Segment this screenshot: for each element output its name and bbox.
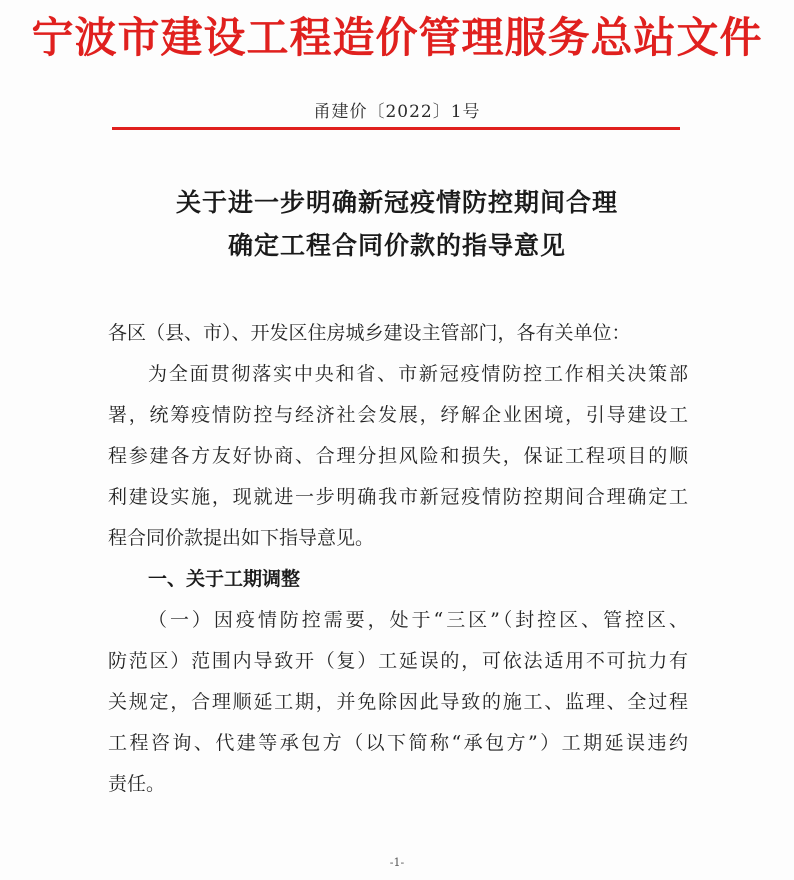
issuer-header: 宁波市建设工程造价管理服务总站文件 — [31, 13, 763, 62]
intro-line: 署，统筹疫情防控与经济社会发展，纾解企业困境，引导建设工 — [108, 404, 688, 426]
document-title-line-1: 关于进一步明确新冠疫情防控期间合理 — [175, 188, 618, 217]
salutation: 各区（县、市）、开发区住房城乡建设主管部门，各有关单位： — [108, 322, 631, 344]
intro-line: 程参建各方友好协商、合理分担风险和损失，保证工程项目的顺 — [108, 445, 688, 467]
paragraph-line: 关规定，合理顺延工期，并免除因此导致的施工、监理、全过程 — [108, 691, 688, 713]
intro-line: 利建设实施，现就进一步明确我市新冠疫情防控期间合理确定工 — [108, 486, 688, 508]
red-divider-rule — [112, 127, 680, 130]
paragraph-line: 防范区）范围内导致开（复）工延误的，可依法适用不可抗力有 — [108, 650, 688, 672]
document-title-line-2: 确定工程合同价款的指导意见 — [227, 231, 566, 260]
document-number: 甬建价〔2022〕1号 — [313, 102, 481, 122]
intro-line: 为全面贯彻落实中央和省、市新冠疫情防控工作相关决策部 — [148, 363, 688, 385]
paragraph-line: 工程咨询、代建等承包方（以下简称“承包方”）工期延误违约 — [108, 732, 688, 754]
intro-line: 程合同价款提出如下指导意见。 — [108, 527, 375, 549]
paragraph-line: 责任。 — [108, 773, 166, 795]
section-heading: 一、关于工期调整 — [148, 568, 301, 590]
paragraph-line: （一）因疫情防控需要，处于“三区”（封控区、管控区、 — [148, 609, 688, 631]
page-number: -1- — [389, 856, 405, 869]
